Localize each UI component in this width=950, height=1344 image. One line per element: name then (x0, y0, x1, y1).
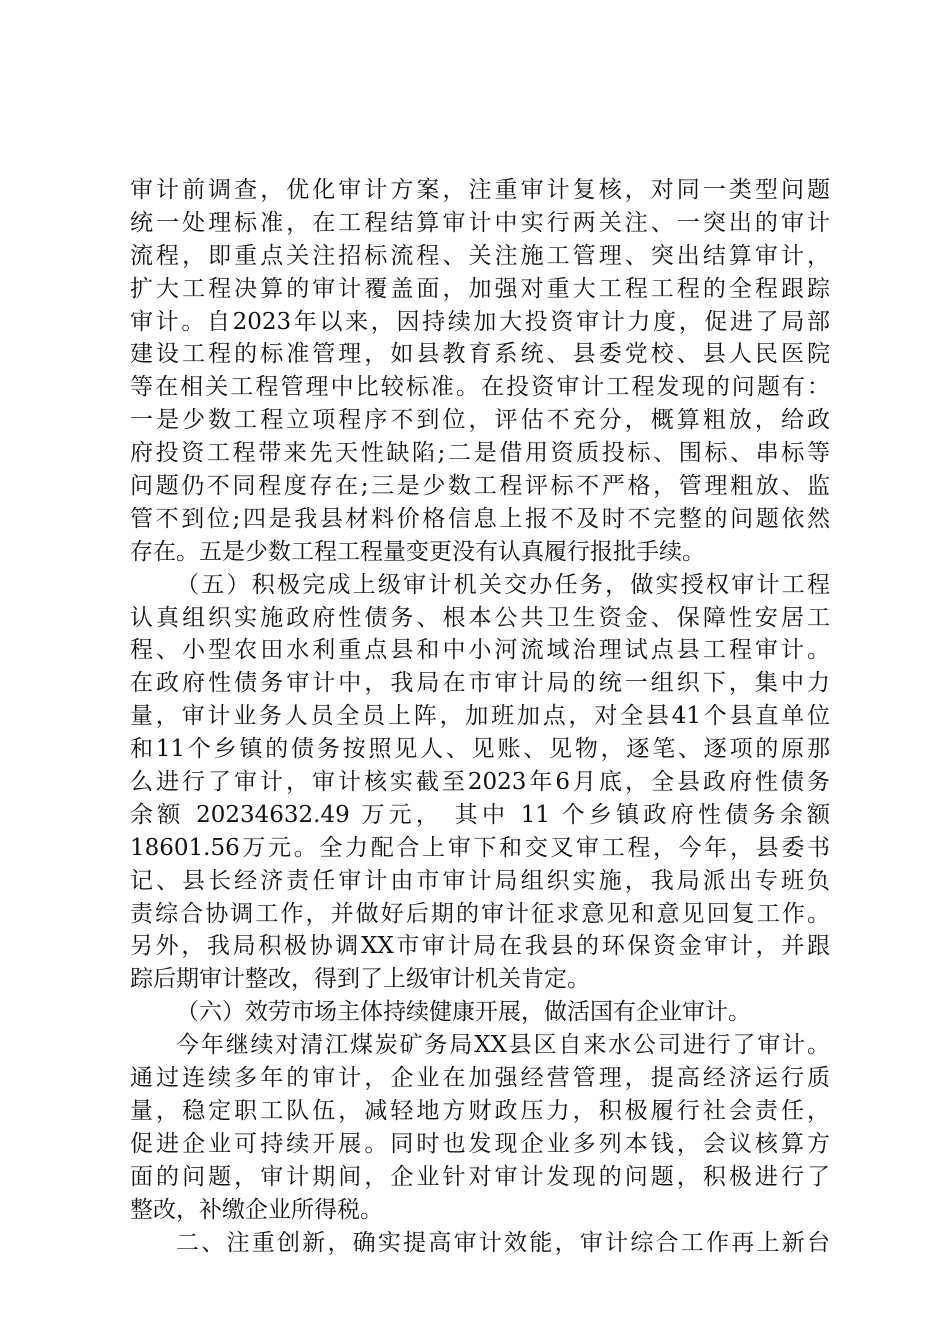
text-line: 扩大工程决算的审计覆盖面，加强对重大工程工程的全程跟踪 (130, 275, 830, 302)
text-line: 程、小型农田水利重点县和中小河流域治理试点县工程审计。 (130, 637, 830, 664)
text-line: 面的问题，审计期间，企业针对审计发现的问题，积极进行了 (130, 1163, 830, 1190)
text-line: 整改，补缴企业所得税。 (130, 1196, 383, 1223)
text-line: 促进企业可持续开展。同时也发现企业多列本钱，会议核算方 (130, 1130, 830, 1157)
text-line: 流程，即重点关注招标流程、关注施工管理、突出结算审计， (130, 242, 830, 269)
text-line: 今年继续对清江煤炭矿务局XX县区自来水公司进行了审计。 (176, 1032, 830, 1059)
text-line: 余额 20234632.49 万元， 其中 11 个乡镇政府性债务余额 (130, 801, 830, 828)
text-line: 认真组织实施政府性债务、根本公共卫生资金、保障性安居工 (130, 604, 830, 631)
text-line: 存在。五是少数工程工程量变更没有认真履行报批手续。 (130, 538, 705, 565)
text-line: 一是少数工程立项程序不到位，评估不充分，概算粗放，给政 (130, 407, 830, 434)
text-line: 另外，我局积极协调XX市审计局在我县的环保资金审计，并跟 (130, 933, 830, 960)
text-line: 踪后期审计整改，得到了上级审计机关肯定。 (130, 966, 590, 993)
text-line: 么进行了审计，审计核实截至2023年6月底，全县政府性债务 (130, 769, 830, 796)
text-line: 和11个乡镇的债务按照见人、见账、见物，逐笔、逐项的原那 (130, 736, 830, 763)
text-line: 量，稳定职工队伍，减轻地方财政压力，积极履行社会责任， (130, 1097, 830, 1124)
text-line: 量，审计业务人员全员上阵，加班加点，对全县41个县直单位 (130, 703, 830, 730)
section-heading-2: 二、注重创新，确实提高审计效能，审计综合工作再上新台 (176, 1229, 830, 1256)
text-line: 18601.56万元。全力配合上审下和交叉审工程，今年，县委书 (130, 834, 830, 861)
text-line: 统一处理标准，在工程结算审计中实行两关注、一突出的审计 (130, 209, 830, 236)
text-line: 在政府性债务审计中，我局在市审计局的统一组织下，集中力 (130, 670, 830, 697)
text-line: 等在相关工程管理中比较标准。在投资审计工程发现的问题有： (130, 374, 830, 401)
section-heading-5: （五）积极完成上级审计机关交办任务，做实授权审计工程 (176, 571, 830, 598)
text-line: 审计前调查，优化审计方案，注重审计复核，对同一类型问题 (130, 177, 830, 203)
text-line: 问题仍不同程度存在;三是少数工程评标不严格，管理粗放、监 (130, 473, 830, 500)
text-line: 府投资工程带来先天性缺陷;二是借用资质投标、围标、串标等 (130, 440, 830, 467)
text-line: 管不到位;四是我县材料价格信息上报不及时不完整的问题依然 (130, 505, 830, 532)
section-heading-6: （六）效劳市场主体持续健康开展，做活国有企业审计。 (176, 999, 751, 1026)
text-line: 审计。自2023年以来，因持续加大投资审计力度，促进了局部 (130, 308, 830, 335)
document-body (130, 174, 830, 1259)
text-line: 通过连续多年的审计，企业在加强经营管理，提高经济运行质 (130, 1065, 830, 1092)
text-line: 责综合协调工作，并做好后期的审计征求意见和意见回复工作。 (130, 900, 830, 927)
text-line: 建设工程的标准管理，如县教育系统、县委党校、县人民医院 (130, 341, 830, 368)
text-line: 记、县长经济责任审计由市审计局组织实施，我局派出专班负 (130, 867, 830, 894)
